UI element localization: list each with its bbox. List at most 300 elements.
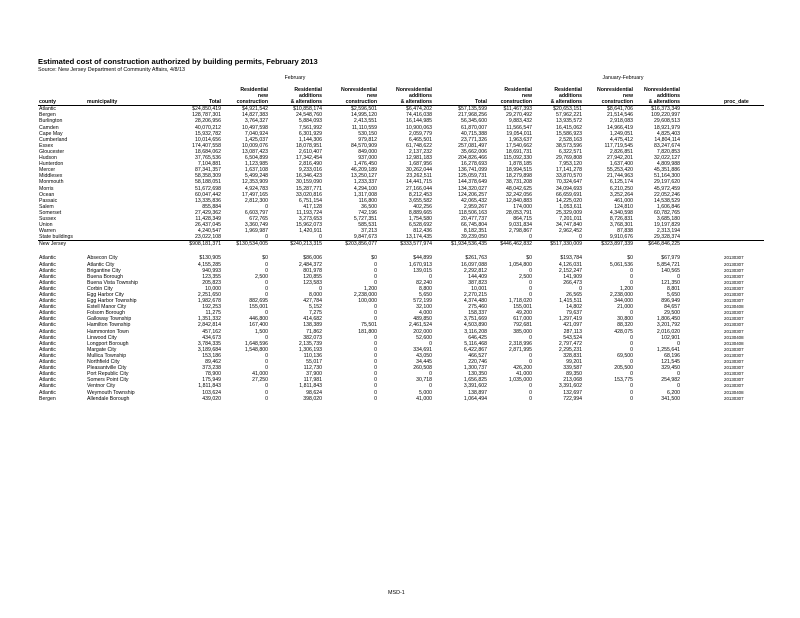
ytd-nonres-new-cell: 27,942,201 [607,155,633,162]
col-ytd-nonres-new-h1: Nonresidential [596,87,633,93]
ytd-res-new-cell: 0 [529,285,532,292]
ytd-nonres-add-cell: 140,565 [661,267,680,274]
ytd-nonres-new-cell: $0 [627,255,633,262]
ytd-total-cell: 61,870,007 [461,124,487,131]
county-cell: Atlantic [39,371,57,378]
ytd-nonres-new-cell: 1,249,051 [609,130,633,137]
month-res-new-cell: 6,504,899 [244,155,268,162]
month-nonres-new-cell: 9,847,673 [323,234,378,241]
proc-date-cell: 20130408 [724,304,744,310]
month-res-add-cell: 801,978 [303,267,322,274]
ytd-res-add-cell: 4,126,031 [558,261,582,268]
month-nonres-add-cell: 6,528,692 [408,222,432,229]
month-total-cell: 11,275 [205,310,221,317]
ytd-total-cell: 466,527 [468,352,487,359]
month-total-cell: 4,155,285 [197,261,221,268]
month-total-cell: 7,104,881 [197,161,221,168]
month-total-cell: 4,240,547 [197,228,221,235]
county-cell: Cumberland [39,136,68,143]
month-nonres-new-cell: 530,150 [358,130,377,137]
month-nonres-new-cell: 0 [374,261,377,268]
municipality-cell: Brigantine City [87,267,121,274]
proc-date-cell: 20130408 [724,334,744,340]
county-cell: Sussex [39,215,57,222]
ytd-total-cell: 118,506,163 [458,209,487,216]
ytd-nonres-add-cell: $16,373,349 [651,106,680,113]
ytd-nonres-add-cell: 1,606,846 [656,203,680,210]
month-res-add-cell: 15,962,073 [296,222,322,229]
month-res-add-cell: 6,751,154 [298,197,322,204]
ytd-res-add-cell: 34,747,840 [556,222,582,229]
municipality-cell: Northfield City [87,359,120,366]
month-res-new-cell: 0 [265,279,268,286]
ytd-nonres-add-cell: 0 [677,340,680,347]
ytd-nonres-new-cell: 0 [630,383,633,390]
month-total-cell: 27,429,362 [195,209,221,216]
ytd-nonres-new-cell: $323,897,339 [601,241,633,248]
ytd-total-cell: 646,425 [468,334,487,341]
ytd-nonres-new-cell: 4,475,412 [609,136,633,143]
col-ytd-nonres-add-h1: Nonresidential [643,87,680,93]
ytd-res-add-cell: 266,473 [563,279,582,286]
county-cell: New Jersey [39,241,67,248]
ytd-res-add-cell: $193,784 [560,255,582,262]
ytd-nonres-new-cell: 88,320 [617,322,633,329]
ytd-res-add-cell: 33,870,570 [556,173,582,180]
county-cell: Atlantic [39,261,57,268]
month-res-new-cell: 0 [265,383,268,390]
month-total-cell: 855,884 [202,203,221,210]
ytd-nonres-new-cell: 0 [630,273,633,280]
month-res-add-cell: 2,135,739 [298,340,322,347]
ytd-total-cell: 42,065,432 [461,197,487,204]
ytd-total-cell: 125,059,731 [458,173,487,180]
month-total-cell: 153,186 [202,352,221,359]
month-total-cell: 78,900 [205,371,221,378]
ytd-total-cell: 136,741,099 [458,167,487,174]
ytd-total-cell: 40,715,388 [461,130,487,137]
ytd-total-cell: $261,763 [465,255,487,262]
month-res-new-cell: 2,812,300 [244,197,268,204]
month-res-add-cell: 17,342,454 [296,155,322,162]
ytd-nonres-new-cell: 3,768,301 [609,222,633,229]
month-nonres-add-cell: 0 [429,273,432,280]
ytd-res-add-cell: 29,769,808 [556,155,582,162]
ytd-total-cell: 134,320,027 [458,185,487,192]
month-res-add-cell: 71,862 [306,328,322,335]
ytd-res-add-cell: 17,141,278 [556,167,582,174]
ytd-total-cell: 16,097,088 [461,261,487,268]
county-cell: Atlantic [39,255,57,262]
ytd-res-new-cell: 617,000 [513,316,532,323]
col-res-add-h3: & alterations [269,99,323,106]
page-label: MSD-1 [388,590,405,596]
county-cell: Atlantic [39,389,57,396]
municipality-cell: Linwood City [87,334,117,341]
ytd-res-new-cell: 49,200 [516,310,532,317]
ytd-res-add-cell: 7,201,011 [559,215,582,222]
ytd-res-add-cell: 7,953,120 [558,161,582,168]
month-res-add-cell: 2,484,372 [298,261,322,268]
month-total-cell: 89,462 [205,359,221,366]
ytd-nonres-new-cell: 117,719,545 [604,142,633,149]
proc-date-cell: 20130307 [724,255,744,261]
month-nonres-add-cell: 139,015 [413,267,432,274]
ytd-res-new-cell: 1,963,637 [508,136,532,143]
month-res-add-cell: 398,020 [303,395,322,402]
ytd-nonres-add-cell: 29,608,513 [654,118,680,125]
ytd-res-new-cell: 2,798,867 [508,228,532,235]
col-res-add-h2: additions [298,93,322,100]
ytd-nonres-new-cell: 0 [630,267,633,274]
county-cell: Atlantic [39,298,57,305]
month-res-add-cell: 1,811,843 [299,383,322,390]
county-summary-rows [38,106,764,248]
ytd-res-new-cell: 1,035,000 [508,377,532,384]
month-res-add-cell: 2,610,407 [298,148,322,155]
ytd-res-add-cell: 6,322,571 [558,148,582,155]
month-res-new-cell: 3,360,749 [244,222,268,229]
ytd-nonres-add-cell: 22,052,246 [654,191,680,198]
ytd-res-new-cell: 1,878,185 [508,161,532,168]
month-nonres-add-cell: 52,600 [416,334,432,341]
month-nonres-add-cell: 8,212,453 [408,191,432,198]
month-res-add-cell: 7,275 [309,310,322,317]
municipal-row [38,396,764,402]
month-nonres-new-cell: 14,995,120 [351,112,377,119]
month-res-new-cell: 0 [265,267,268,274]
county-cell: Atlantic [39,340,57,347]
month-res-add-cell: 117,981 [303,377,322,384]
month-nonres-add-cell: 1,687,956 [408,161,432,168]
proc-date-cell: 20130307 [724,298,744,304]
month-res-add-cell: 112,730 [303,365,322,372]
county-cell: Atlantic [39,352,57,359]
ytd-nonres-new-cell: 344,000 [614,298,633,305]
ytd-nonres-new-cell: 21,000 [617,304,633,311]
month-nonres-add-cell: 812,436 [413,228,432,235]
ytd-nonres-add-cell: $67,979 [661,255,680,262]
ytd-total-cell: 130,350 [468,371,487,378]
ytd-total-cell: 4,503,890 [463,322,487,329]
ytd-res-add-cell: 89,350 [566,371,582,378]
month-nonres-add-cell: 3,655,582 [408,197,432,204]
proc-date-cell: 20130307 [724,346,744,352]
month-nonres-add-cell: 489,850 [413,316,432,323]
month-res-new-cell: 0 [265,285,268,292]
county-cell: Mercer [39,167,56,174]
ytd-res-new-cell: 11,566,547 [506,124,532,131]
ytd-res-new-cell: 0 [529,352,532,359]
ytd-res-add-cell: 57,962,221 [556,112,582,119]
ytd-nonres-new-cell: 0 [630,359,633,366]
ytd-res-add-cell: 70,324,647 [556,179,582,186]
ytd-nonres-add-cell: 1,255,641 [656,346,680,353]
proc-date-cell: 20130307 [724,279,744,285]
month-res-add-cell: 123,583 [303,279,322,286]
month-nonres-new-cell: 849,000 [358,148,377,155]
month-res-new-cell: 0 [265,292,268,298]
county-cell: Atlantic [39,365,57,372]
ytd-res-new-cell: 0 [529,389,532,396]
month-res-new-cell: 3,764,327 [244,118,268,125]
municipality-cell: Ventnor City [87,383,116,390]
ytd-nonres-new-cell: 461,000 [614,197,633,204]
month-res-new-cell: 1,969,987 [244,228,268,235]
month-total-cell: 58,358,309 [195,173,221,180]
ytd-nonres-new-cell: 69,500 [617,352,633,359]
month-total-cell: 26,437,045 [195,222,221,229]
month-total-cell: 87,341,357 [195,167,221,174]
month-res-add-cell: 120,855 [303,273,322,280]
ytd-res-new-cell: 18,279,898 [506,173,532,180]
ytd-res-add-cell: 722,994 [563,395,582,402]
col-nonres-new-h3: construction [323,99,378,106]
col-ytd-res-new-h3: construction [488,99,533,106]
month-res-new-cell: 0 [265,261,268,268]
month-nonres-new-cell: 2,238,000 [353,292,377,298]
month-nonres-add-cell: 402,256 [413,203,432,210]
ytd-nonres-add-cell: 341,500 [661,395,680,402]
month-res-new-cell: 1,548,800 [244,346,268,353]
ytd-nonres-new-cell: 2,826,851 [609,148,633,155]
month-nonres-add-cell: 2,461,524 [408,322,432,329]
month-res-add-cell: 1,306,193 [298,346,322,353]
municipality-cell: Margate City [87,346,117,353]
month-nonres-new-cell: 84,570,909 [351,142,377,149]
month-total-cell: $130,905 [199,255,221,262]
ytd-res-add-cell: 339,587 [563,365,582,372]
month-total-cell: 60,047,442 [195,191,221,198]
ytd-res-add-cell: 1,415,511 [559,298,582,305]
county-cell: Bergen [39,395,56,402]
ytd-nonres-add-cell: 329,450 [661,365,680,372]
month-nonres-new-cell: $2,596,501 [351,106,377,113]
month-total-cell: 18,684,062 [195,148,221,155]
month-total-cell: 2,251,650 [197,292,221,298]
ytd-res-new-cell: 19,054,011 [506,130,532,137]
proc-date-cell: 20130307 [724,273,744,279]
month-total-cell: 1,351,332 [197,316,221,323]
ytd-total-cell: 387,823 [468,279,487,286]
month-nonres-new-cell: 0 [374,304,377,311]
ytd-nonres-new-cell: $8,641,706 [607,106,633,113]
ytd-res-add-cell: 14,802 [566,304,582,311]
month-nonres-new-cell: 11,110,559 [351,124,377,131]
county-cell: Atlantic [39,285,57,292]
col-ytd-nonres-new-h3: construction [583,99,634,106]
month-nonres-new-cell: 0 [374,273,377,280]
month-res-add-cell: 15,287,771 [296,185,322,192]
month-total-cell: 434,673 [202,334,221,341]
month-nonres-new-cell: 4,294,100 [353,185,377,192]
ytd-nonres-add-cell: 29,197,620 [654,179,680,186]
county-cell: Union [39,222,53,229]
municipality-cell: Weymouth Township [87,389,135,396]
ytd-total-cell: 144,409 [468,273,487,280]
month-total-cell: 457,162 [202,328,221,335]
ytd-res-new-cell: 18,994,515 [506,167,532,174]
month-res-add-cell: 2,816,490 [298,161,322,168]
ytd-nonres-add-cell: 1,806,450 [656,316,680,323]
ytd-nonres-new-cell: 0 [630,334,633,341]
ytd-nonres-new-cell: 21,514,546 [607,112,633,119]
month-nonres-add-cell: $44,899 [413,255,432,262]
ytd-nonres-new-cell: 5,061,536 [609,261,633,268]
ytd-res-add-cell: $20,653,151 [553,106,582,113]
county-cell: Atlantic [39,346,57,353]
month-nonres-add-cell: 202,000 [413,328,432,335]
month-total-cell: 192,253 [202,304,221,311]
county-cell: Cape May [39,130,63,137]
ytd-res-new-cell: 38,731,208 [506,179,532,186]
month-res-new-cell: 10,009,076 [242,142,268,149]
county-cell: Camden [39,124,59,131]
ytd-nonres-new-cell: 428,075 [614,328,633,335]
month-nonres-add-cell: 2,059,779 [408,130,432,137]
month-total-cell: 3,189,684 [197,346,221,353]
ytd-res-add-cell: 66,659,691 [556,191,582,198]
ytd-res-new-cell: 2,500 [519,273,532,280]
month-total-cell: 439,020 [202,395,221,402]
ytd-res-add-cell: 38,573,596 [556,142,582,149]
county-cell: Atlantic [39,383,57,390]
ytd-res-new-cell: 0 [529,267,532,274]
ytd-nonres-new-cell: 153,775 [614,377,633,384]
col-total: Total [174,99,222,106]
ytd-res-add-cell: 13,935,572 [556,118,582,125]
month-nonres-add-cell: 334,691 [413,346,432,353]
month-total-cell: $24,850,419 [192,106,221,113]
month-res-add-cell: $10,858,174 [293,106,322,113]
ytd-res-new-cell: 792,681 [513,322,532,329]
col-nonres-new-h1: Nonresidential [340,87,377,93]
ytd-res-new-cell: 12,840,883 [506,197,532,204]
county-cell: Bergen [39,112,56,119]
month-res-add-cell: 5,152 [309,304,322,311]
ytd-nonres-add-cell: 51,164,300 [654,173,680,180]
col-nonres-add-h2: additions [408,93,432,100]
month-nonres-new-cell: 1,476,450 [353,161,377,168]
ytd-res-add-cell: 328,831 [563,352,582,359]
month-nonres-new-cell: 37,213 [361,228,377,235]
ytd-res-add-cell: 0 [579,285,582,292]
ytd-res-new-cell: 0 [529,395,532,402]
month-nonres-add-cell: 0 [429,340,432,347]
month-nonres-new-cell: 0 [374,371,377,378]
month-res-add-cell: 427,784 [303,298,322,305]
ytd-nonres-add-cell: 5,650 [667,292,680,298]
month-nonres-add-cell: 23,262,511 [406,173,432,180]
report-source: Source: New Jersey Department of Community Affairs, 4/8/13 [38,67,186,73]
ytd-total-cell: 66,745,804 [461,222,487,229]
municipality-cell: Allendale Borough [87,395,130,402]
month-nonres-new-cell: 1,317,008 [353,191,377,198]
month-nonres-new-cell: 0 [374,365,377,372]
ytd-res-new-cell: 32,242,056 [506,191,532,198]
month-res-add-cell: 1,144,306 [298,136,322,143]
col-nonres-new-h2: new [366,93,377,100]
proc-date-cell: 20130307 [724,383,744,389]
month-total-cell: 10,014,656 [195,136,221,143]
county-row [38,234,764,241]
ytd-res-new-cell: 0 [529,292,532,298]
col-ytd-nonres-add-h2: additions [656,93,680,100]
month-nonres-add-cell: 30,718 [416,377,432,384]
month-res-add-cell: 414,682 [303,316,322,323]
construction-cost-table [38,87,764,402]
ytd-nonres-new-cell: 8,726,831 [609,215,633,222]
municipality-cell: Mullica Township [87,352,127,359]
col-ytd-nonres-new-h2: new [622,93,633,100]
ytd-nonres-new-cell: 4,340,598 [609,209,633,216]
ytd-res-add-cell: 2,295,231 [558,346,582,353]
municipality-cell: Egg Harbor Township [87,298,137,305]
month-nonres-new-cell: 0 [374,377,377,384]
month-res-add-cell: 6,301,929 [298,130,322,137]
month-res-new-cell: 2,500 [255,273,268,280]
month-nonres-new-cell: 0 [374,389,377,396]
municipal-rows [38,255,764,401]
month-res-new-cell: 6,603,797 [244,209,268,216]
month-nonres-add-cell: 2,137,232 [408,148,432,155]
month-res-new-cell: 17,497,165 [242,191,268,198]
month-res-add-cell: 11,193,724 [296,209,322,216]
ytd-nonres-add-cell: $646,846,225 [648,241,680,248]
ytd-res-new-cell: $446,462,832 [500,241,532,248]
month-nonres-add-cell: 82,240 [416,279,432,286]
month-res-new-cell: 14,827,383 [242,112,268,119]
month-res-new-cell: 1,123,985 [244,161,268,168]
month-nonres-add-cell: 27,166,044 [406,185,432,192]
month-nonres-new-cell: 937,000 [358,155,377,162]
ytd-res-new-cell: 0 [488,234,533,241]
ytd-nonres-add-cell: 0 [677,273,680,280]
month-nonres-add-cell: $333,577,974 [400,241,432,248]
proc-date-cell: 20130307 [724,352,744,358]
municipality-cell: Hammonton Town [87,328,129,335]
ytd-total-cell: 3,391,602 [463,383,487,390]
month-total-cell: 58,188,051 [195,179,221,186]
month-res-new-cell: 0 [265,334,268,341]
ytd-res-add-cell: 2,962,452 [558,228,582,235]
ytd-nonres-new-cell: 9,910,676 [583,234,634,241]
month-res-new-cell: 0 [265,359,268,366]
ytd-nonres-add-cell: 4,825,403 [656,130,680,137]
proc-date-cell: 20130307 [724,322,744,328]
ytd-total-cell: 144,378,649 [458,179,487,186]
county-row [38,106,764,113]
month-total-cell: 23,022,108 [174,234,222,241]
ytd-group-label: January-February [602,75,644,81]
municipality-cell: Buena Vista Township [87,279,138,286]
month-res-new-cell: 446,800 [249,316,268,323]
ytd-res-add-cell: 25,329,009 [556,209,582,216]
month-nonres-add-cell: 12,981,183 [406,155,432,162]
ytd-nonres-add-cell: 0 [677,371,680,378]
ytd-nonres-new-cell: 2,238,000 [609,292,633,298]
ytd-res-add-cell: 543,524 [563,334,582,341]
county-cell: State buildings [38,234,86,241]
month-res-new-cell: 4,924,783 [244,185,268,192]
ytd-nonres-new-cell: 87,838 [617,228,633,235]
proc-date-cell: 20130307 [724,292,744,297]
month-res-new-cell: 155,001 [249,304,268,311]
month-res-new-cell: 1,425,037 [244,136,268,143]
month-res-new-cell: 0 [265,365,268,372]
month-nonres-add-cell: 5,000 [419,389,432,396]
ytd-res-new-cell: $11,467,393 [503,106,532,113]
